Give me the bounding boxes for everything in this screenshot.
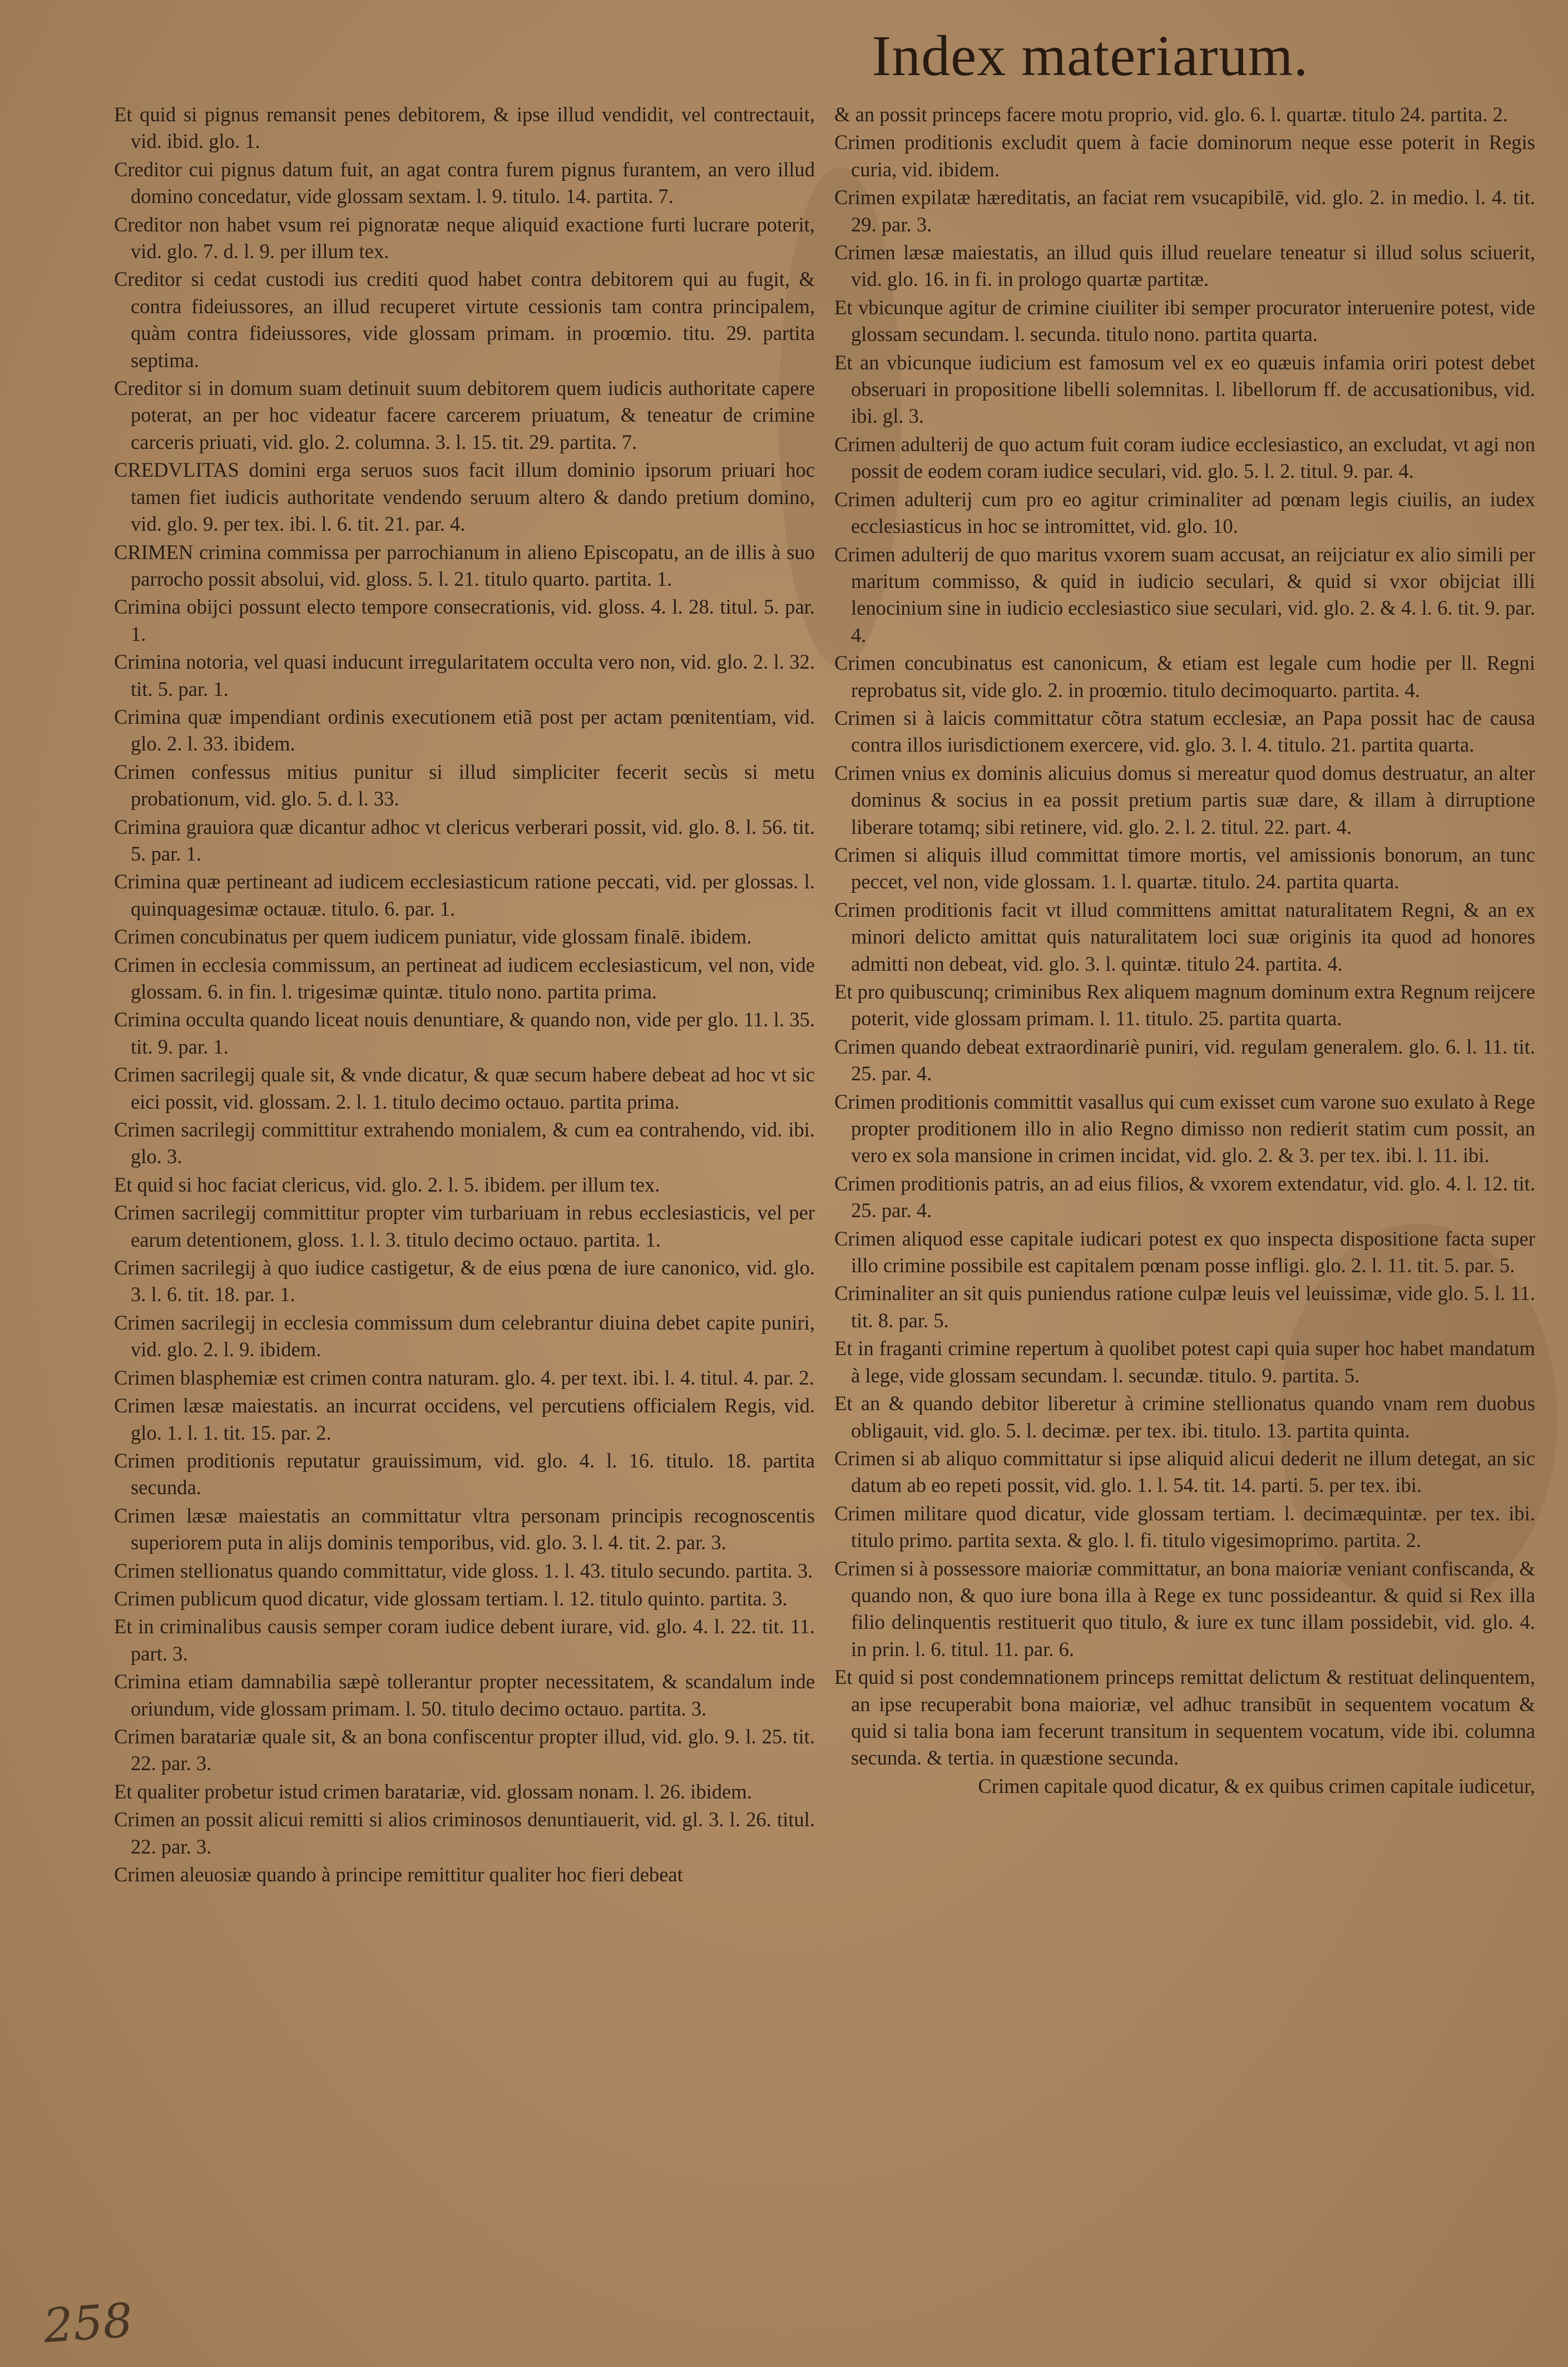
index-entry: Et an & quando debitor liberetur à crimine stellionatus quando vnam rem duobus obligauit, vid. glo. 5. l. decimæ. per tex. ibi. titulo. 13. partita quinta. <box>834 1392 1535 1442</box>
index-entry: Crimen sacrilegij in ecclesia commissum dum celebrantur diuina debet capite puniri, vid. glo. 2. l. 9. ibidem. <box>114 1311 815 1361</box>
index-entry: Crimen publicum quod dicatur, vide glossam tertiam. l. 12. titulo quinto. partita. 3. <box>114 1587 788 1610</box>
index-entry: Crimen læsæ maiestatis. an incurrat occidens, vel percutiens officialem Regis, vid. glo. 1. l. 1. tit. 15. par. 2. <box>114 1394 815 1444</box>
index-entry: Crimen si à possessore maioriæ committatur, an bona maioriæ veniant confiscanda, & quando non, & quo iure bona illa à Rege ex tunc possideantur. & quid si Rex illa filio delinquentis restituerit quo titulo, & iure ex tunc illam possidebit, vid. glo. 4. in prin. l. 6. titul. 11. par. 6. <box>834 1556 1535 1661</box>
index-entry: Crimen baratariæ quale sit, & an bona confiscentur propter illud, vid. glo. 9. l. 25. tit. 22. par. 3. <box>114 1724 815 1775</box>
index-entry: Crimen concubinatus est canonicum, & etiam est legale cum hodie per ll. Regni reprobatus sit, vide glo. 2. in proœmio. titulo decimoquarto. partita. 4. <box>834 651 1535 701</box>
index-entry: Crimen quando debeat extraordinariè puniri, vid. regulam generalem. glo. 6. l. 11. tit. 25. par. 4. <box>834 1035 1535 1085</box>
index-entry: Crimen si ab aliquo committatur si ipse aliquid alicui dederit ne illum detegat, an sic datum ab eo repeti possit, vid. glo. 1. l. 54. tit. 14. parti. 5. per tex. ibi. <box>834 1446 1535 1497</box>
index-entry: Crimen sacrilegij à quo iudice castigetur, & de eius pœna de iure canonico, vid. glo. 3. l. 6. tit. 18. par. 1. <box>114 1256 815 1306</box>
index-entry: CREDVLITAS domini erga seruos suos facit illum dominio ipsorum priuari hoc tamen fiet iudicis authoritate vendendo seruum altero & dando pretium domino, vid. glo. 9. per tex. ibi. l. 6. tit. 21. par. 4. <box>114 458 815 536</box>
index-entry: Crimen concubinatus per quem iudicem puniatur, vide glossam finalē. ibidem. <box>114 925 752 948</box>
index-entry: Crimen confessus mitius punitur si illud simpliciter fecerit secùs si metu probationum, vid. glo. 5. d. l. 33. <box>114 760 815 811</box>
index-entry: Crimina occulta quando liceat nouis denuntiare, & quando non, vide per glo. 11. l. 35. tit. 9. par. 1. <box>114 1008 815 1058</box>
index-column-right <box>834 101 1535 1801</box>
index-entry: Crimen adulterij de quo actum fuit coram iudice ecclesiastico, an excludat, vt agi non possit de eodem coram iudice seculari, vid. glo. 5. l. 2. titul. 9. par. 4. <box>834 432 1535 483</box>
index-entry: Crimen proditionis excludit quem à facie dominorum neque esse poterit in Regis curia, vid. ibidem. <box>834 131 1535 181</box>
index-entry: Crimen proditionis committit vasallus qui cum exisset cum varone suo exulato à Rege propter proditionem illo in alio Regno dimisso non redierit statim cum possit, an vero ex sola mansione in crimen incidat, vid. glo. 2. & 3. per tex. ibi. l. 11. ibi. <box>834 1090 1535 1167</box>
index-entry: Crimen si à laicis committatur cõtra statum ecclesiæ, an Papa possit hac de causa contra illos iurisdictionem exercere, vid. glo. 3. l. 4. titulo. 21. partita quarta. <box>834 706 1535 757</box>
index-entry: Et quid si post condemnationem princeps remittat delictum & restituat delinquentem, an ipse recuperabit bona maioriæ, vel adhuc transibūt in sequentem vocatum & quid si talia bona iam fecerunt transitum in sequentem vocatum, vide ibi. columna secunda. & tertia. in quæstione secunda. <box>834 1666 1535 1770</box>
index-entry: Crimen in ecclesia commissum, an pertineat ad iudicem ecclesiasticum, vel non, vide glossam. 6. in fin. l. trigesimæ quintæ. titulo nono. partita prima. <box>114 953 815 1003</box>
index-entry: Crimen proditionis facit vt illud committens amittat naturalitatem Regni, & an ex minori delicto amittat quis naturalitatem loci suæ originis ita quod ad honores admitti non debeat, vid. glo. 3. l. quintæ. titulo 24. partita. 4. <box>834 898 1535 975</box>
index-entry: Et pro quibuscunq; criminibus Rex aliquem magnum dominum extra Regnum reijcere poterit, vide glossam primam. l. 11. titulo. 25. partita quarta. <box>834 980 1535 1030</box>
index-entry: Crimen militare quod dicatur, vide glossam tertiam. l. decimæquintæ. per tex. ibi. titulo primo. partita sexta. & glo. l. fi. titulo vigesimoprimo. partita. 2. <box>834 1501 1535 1552</box>
index-entry: Creditor non habet vsum rei pignoratæ neque aliquid exactione furti lucrare poterit, vid. glo. 7. d. l. 9. per illum tex. <box>114 213 815 263</box>
index-entry: CRIMEN crimina commissa per parrochianum in alieno Episcopatu, an de illis à suo parrocho possit absolui, vid. gloss. 5. l. 21. titulo quarto. partita. 1. <box>114 540 815 590</box>
index-entry: Crimen blasphemiæ est crimen contra naturam. glo. 4. per text. ibi. l. 4. titul. 4. par. 2. <box>114 1366 814 1389</box>
index-entry: Criminaliter an sit quis puniendus ratione culpæ leuis vel leuissimæ, vide glo. 5. l. 11. tit. 8. par. 5. <box>834 1282 1535 1332</box>
index-entry: Et quid si hoc faciat clericus, vid. glo. 2. l. 5. ibidem. per illum tex. <box>114 1173 660 1196</box>
index-entry: Crimina quæ impendiant ordinis executionem etiã post per actam pœnitentiam, vid. glo. 2. l. 33. ibidem. <box>114 705 815 755</box>
index-entry: Crimen an possit alicui remitti si alios criminosos denuntiauerit, vid. gl. 3. l. 26. titul. 22. par. 3. <box>114 1808 815 1858</box>
index-entry: Crimen sacrilegij committitur extrahendo monialem, & cum ea contrahendo, vid. ibi. glo. 3. <box>114 1118 815 1168</box>
index-entry: Et vbicunque agitur de crimine ciuiliter ibi semper procurator interuenire potest, vide glossam secundam. l. secunda. titulo nono. partita quarta. <box>834 295 1535 346</box>
index-entry: Crimen sacrilegij committitur propter vim turbariuam in rebus ecclesiasticis, vel per earum detentionem, gloss. 1. l. 3. titulo decimo octauo. partita. 1. <box>114 1201 815 1251</box>
index-entry: Creditor si cedat custodi ius crediti quod habet contra debitorem qui au fugit, & contra fideiussores, an illud recuperet virtute cessionis tam contra principalem, quàm contra fideiussores, vide glossam primam. in proœmio. titu. 29. partita septima. <box>114 268 815 372</box>
index-entry: Et in fraganti crimine repertum à quolibet potest capi quia super hoc habet mandatum à lege, vide glossam secundam. l. secundæ. titulo. 9. partita. 5. <box>834 1337 1535 1387</box>
index-entry: Crimen adulterij de quo maritus vxorem suam accusat, an reijciatur ex alio simili per maritum commisso, & quid in iudicio seculari, & quid si vxor obijciat illi lenocinium sine in iudicio ecclesiastico siue seculari, vid. glo. 2. & 4. l. 6. tit. 9. par. 4. <box>834 542 1535 646</box>
index-column-left <box>114 101 815 1889</box>
page-header: Index materiarum. <box>872 24 1309 88</box>
index-entry: Crimina etiam damnabilia sæpè tollerantur propter necessitatem, & scandalum inde oriundum, vide glossam primam. l. 50. titulo decimo octauo. partita. 3. <box>114 1670 815 1720</box>
index-entry: Crimen sacrilegij quale sit, & vnde dicatur, & quæ secum habere debeat ad hoc vt sic eici possit, vid. glossam. 2. l. 1. titulo decimo octauo. partita prima. <box>114 1063 815 1113</box>
index-entry: Crimen aliquod esse capitale iudicari potest ex quo inspecta dispositione facta super illo crimine possibile est capitalem pœnam posse infligi. glo. 2. l. 11. tit. 5. par. 5. <box>834 1227 1535 1277</box>
index-entry: Crimen læsæ maiestatis an committatur vltra personam principis recognoscentis superiorem puta in alijs dominis temporibus, vid. glo. 3. l. 4. tit. 2. par. 3. <box>114 1504 815 1554</box>
index-entry: Crimen capitale quod dicatur, & ex quibus crimen capitale iudicetur, <box>978 1774 1535 1797</box>
folio-number: 258 <box>41 2292 135 2354</box>
index-entry: Crimen aleuosiæ quando à principe remittitur qualiter hoc fieri debeat <box>114 1863 683 1886</box>
index-entry: Crimen si aliquis illud committat timore mortis, vel amissionis bonorum, an tunc peccet, vel non, vide glossam. 1. l. quartæ. titulo. 24. partita quarta. <box>834 843 1535 893</box>
index-entry: Creditor si in domum suam detinuit suum debitorem quem iudicis authoritate capere poterat, an per hoc videatur facere carcerem priuatum, & teneatur de crimine carceris priuati, vid. glo. 2. columna. 3. l. 15. tit. 29. partita. 7. <box>114 377 815 453</box>
index-entry: Crimina obijci possunt electo tempore consecrationis, vid. gloss. 4. l. 28. titul. 5. par. 1. <box>114 595 815 645</box>
index-entry: & an possit princeps facere motu proprio, vid. glo. 6. l. quartæ. titulo 24. partita. 2. <box>834 103 1508 126</box>
index-entry: Crimen expilatæ hæreditatis, an faciat rem vsucapibilē, vid. glo. 2. in medio. l. 4. tit. 29. par. 3. <box>834 186 1535 236</box>
index-entry: Et an vbicunque iudicium est famosum vel ex eo quæuis infamia oriri potest debet obseruari in propositione libelli solemnitas. l. libellorum ff. de accusationibus, vid. ibi. gl. 3. <box>834 350 1535 428</box>
index-entry: Crimen stellionatus quando committatur, vide gloss. 1. l. 43. titulo secundo. partita. 3. <box>114 1559 813 1582</box>
index-entry: Crimen adulterij cum pro eo agitur criminaliter ad pœnam legis ciuilis, an iudex ecclesiasticus in hoc se intromittet, vid. glo. 10. <box>834 487 1535 538</box>
index-entry: Crimen proditionis patris, an ad eius filios, & vxorem extendatur, vid. glo. 4. l. 12. tit. 25. par. 4. <box>834 1172 1535 1222</box>
index-entry: Crimen læsæ maiestatis, an illud quis illud reuelare teneatur si illud solus sciuerit, vid. glo. 16. in fi. in prologo quartæ partitæ. <box>834 241 1535 291</box>
index-entry: Crimen vnius ex dominis alicuius domus si mereatur quod domus destruatur, an alter dominus & socius in ea possit pretium partis suæ dare, & illam à dirruptione liberare totamq; sibi retinere, vid. glo. 2. l. 2. titul. 22. part. 4. <box>834 761 1535 838</box>
index-entry: Creditor cui pignus datum fuit, an agat contra furem pignus furantem, an vero illud domino concedatur, vide glossam sextam. l. 9. titulo. 14. partita. 7. <box>114 157 815 208</box>
index-entry: Crimina grauiora quæ dicantur adhoc vt clericus verberari possit, vid. glo. 8. l. 56. tit. 5. par. 1. <box>114 815 815 865</box>
index-entry: Et in criminalibus causis semper coram iudice debent iurare, vid. glo. 4. l. 22. tit. 11. part. 3. <box>114 1615 815 1665</box>
index-entry: Et qualiter probetur istud crimen baratariæ, vid. glossam nonam. l. 26. ibidem. <box>114 1780 752 1803</box>
index-entry: Crimina notoria, vel quasi inducunt irregularitatem occulta vero non, vid. glo. 2. l. 32. tit. 5. par. 1. <box>114 650 815 700</box>
index-entry: Et quid si pignus remansit penes debitorem, & ipse illud vendidit, vel contrectauit, vid. ibid. glo. 1. <box>114 103 815 153</box>
index-entry: Crimina quæ pertineant ad iudicem ecclesiasticum ratione peccati, vid. per glossas. l. quinquagesimæ octauæ. titulo. 6. par. 1. <box>114 870 815 920</box>
index-entry: Crimen proditionis reputatur grauissimum, vid. glo. 4. l. 16. titulo. 18. partita secunda. <box>114 1449 815 1499</box>
